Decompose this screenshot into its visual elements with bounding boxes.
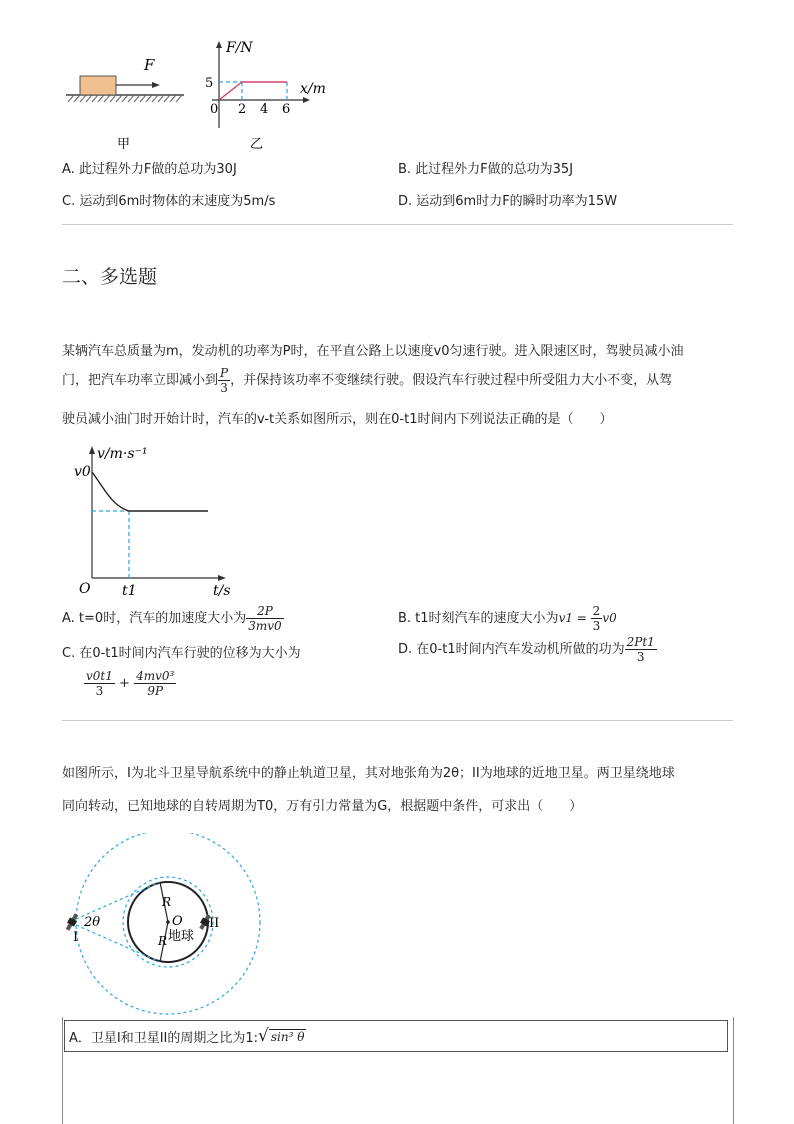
- earth-label: 地球: [168, 929, 195, 944]
- q1-option-d[interactable]: D. 运动到6m时力F的瞬时功率为15W: [398, 194, 618, 209]
- q2-vt-graph: [70, 438, 270, 603]
- vt-x-label: t/s: [213, 583, 231, 599]
- q3-option-a-expr: sin³ θ: [270, 1029, 305, 1044]
- frac-den: 3: [95, 684, 104, 698]
- sqrt-sign: √: [258, 1026, 269, 1046]
- q2-option-c-frac1: [84, 669, 115, 698]
- angle-label: 2θ: [84, 915, 101, 930]
- radius-label-bottom: R: [158, 934, 168, 948]
- y-axis-label: F/N: [226, 40, 253, 56]
- x-tick-6: 6: [282, 102, 291, 117]
- x-tick-4: 4: [260, 102, 269, 117]
- vt-x-arrowhead: [218, 575, 226, 581]
- q3-option-a-text: A．卫星I和卫星II的周期之比为1:: [69, 1030, 259, 1046]
- x-tick-2: 2: [238, 102, 247, 117]
- figure-1: [60, 36, 340, 156]
- vt-curve: [92, 472, 208, 511]
- vt-v0-label: v0: [74, 464, 91, 480]
- q2-option-a-frac: [246, 604, 283, 633]
- radius-label-top: R: [162, 895, 172, 909]
- caption-jia: 甲: [117, 137, 131, 152]
- caption-yi: 乙: [250, 137, 264, 152]
- force-arrow-head: [152, 82, 160, 88]
- q2-line-2-post: ，并保持该功率不变继续行驶。假设汽车行驶过程中所受阻力大小不变，从驾: [230, 373, 673, 388]
- x-tick-0: 0: [210, 102, 219, 117]
- center-label: O: [172, 914, 183, 929]
- force-label: F: [144, 56, 155, 74]
- q2-line-2-pre: 门，把汽车功率立即减小到: [62, 373, 219, 388]
- q2-option-d-text: D. 在0-t1时间内汽车发动机所做的功为: [398, 642, 625, 657]
- x-arrowhead: [303, 97, 310, 103]
- vt-origin-label: O: [79, 581, 91, 597]
- q2-option-d[interactable]: [398, 635, 657, 664]
- label-I: I: [73, 930, 79, 945]
- q2-option-a[interactable]: [62, 604, 284, 633]
- q1-option-a[interactable]: A. 此过程外力F做的总功为30J: [62, 162, 237, 177]
- q2-option-c-frac2: [134, 669, 176, 698]
- divider-1: [62, 224, 733, 225]
- q2-option-b[interactable]: [398, 604, 617, 633]
- plus-sign: +: [119, 676, 130, 691]
- q2-option-b-text: B. t1时刻汽车的速度大小为: [398, 611, 559, 626]
- label-II: II: [209, 916, 220, 931]
- q2-line-3: 驶员减小油门时开始计时，汽车的v-t关系如图所示，则在0-t1时间内下列说法正确的是（ ）: [62, 412, 613, 427]
- q3-orbit-figure: [58, 833, 268, 1015]
- y-tick-5: 5: [205, 76, 214, 91]
- frac-den: 3: [592, 619, 601, 633]
- frac-num: v0t1: [86, 669, 113, 683]
- q2-frac-p-over-3: [218, 366, 230, 395]
- frac-den: 3: [636, 650, 645, 664]
- q2-line-1: 某辆汽车总质量为m，发动机的功率为P时，在平直公路上以速度v0匀速行驶。进入限速区时，驾驶员减小油: [62, 344, 684, 359]
- frac-den: 3mv0: [248, 619, 282, 633]
- q2-line-2: [62, 366, 672, 395]
- q1-option-b[interactable]: B. 此过程外力F做的总功为35J: [398, 162, 574, 177]
- section-title: 二、多选题: [62, 266, 158, 288]
- earth-center: [166, 920, 170, 924]
- frac-num: 2P: [246, 604, 283, 619]
- y-arrowhead: [216, 41, 222, 48]
- divider-2: [62, 720, 733, 721]
- q1-option-c[interactable]: C. 运动到6m时物体的末速度为5m/s: [62, 194, 276, 209]
- q2-option-d-frac: [625, 635, 657, 664]
- vt-y-arrowhead: [89, 446, 95, 454]
- q2-option-b-v0: v0: [602, 611, 617, 625]
- q2-option-c-text: C. 在0-t1时间内汽车行驶的位移为大小为: [62, 646, 301, 661]
- frac-num: P: [220, 366, 229, 380]
- q3-option-a[interactable]: [64, 1020, 728, 1052]
- force-curve: [219, 82, 287, 100]
- ground-hatch: [68, 95, 182, 102]
- vt-t1-label: t1: [122, 583, 137, 599]
- frac-den: 3: [220, 381, 228, 395]
- vt-y-label: v/m·s⁻¹: [97, 446, 148, 462]
- frac-num: 4mv0³: [136, 669, 175, 683]
- q3-line-2: 同向转动，已知地球的自转周期为T0，万有引力常量为G，根据题中条件，可求出（ ）: [62, 799, 583, 814]
- frac-den: 9P: [147, 684, 164, 698]
- satellite-I-icon: [64, 912, 80, 932]
- q2-option-c-expr: [84, 669, 176, 698]
- x-axis-label: x/m: [300, 81, 326, 97]
- frac-num: 2Pt1: [626, 635, 655, 649]
- frac-num: 2: [592, 604, 601, 618]
- q2-option-b-eq: v1 =: [558, 611, 591, 625]
- q2-option-a-text: A. t=0时，汽车的加速度大小为: [62, 611, 247, 626]
- block: [80, 76, 116, 95]
- q3-line-1: 如图所示，I为北斗卫星导航系统中的静止轨道卫星，其对地张角为2θ；II为地球的近地卫星。两卫星绕地球: [62, 766, 675, 781]
- q2-option-b-frac: [591, 604, 603, 633]
- q2-option-c[interactable]: [62, 642, 301, 661]
